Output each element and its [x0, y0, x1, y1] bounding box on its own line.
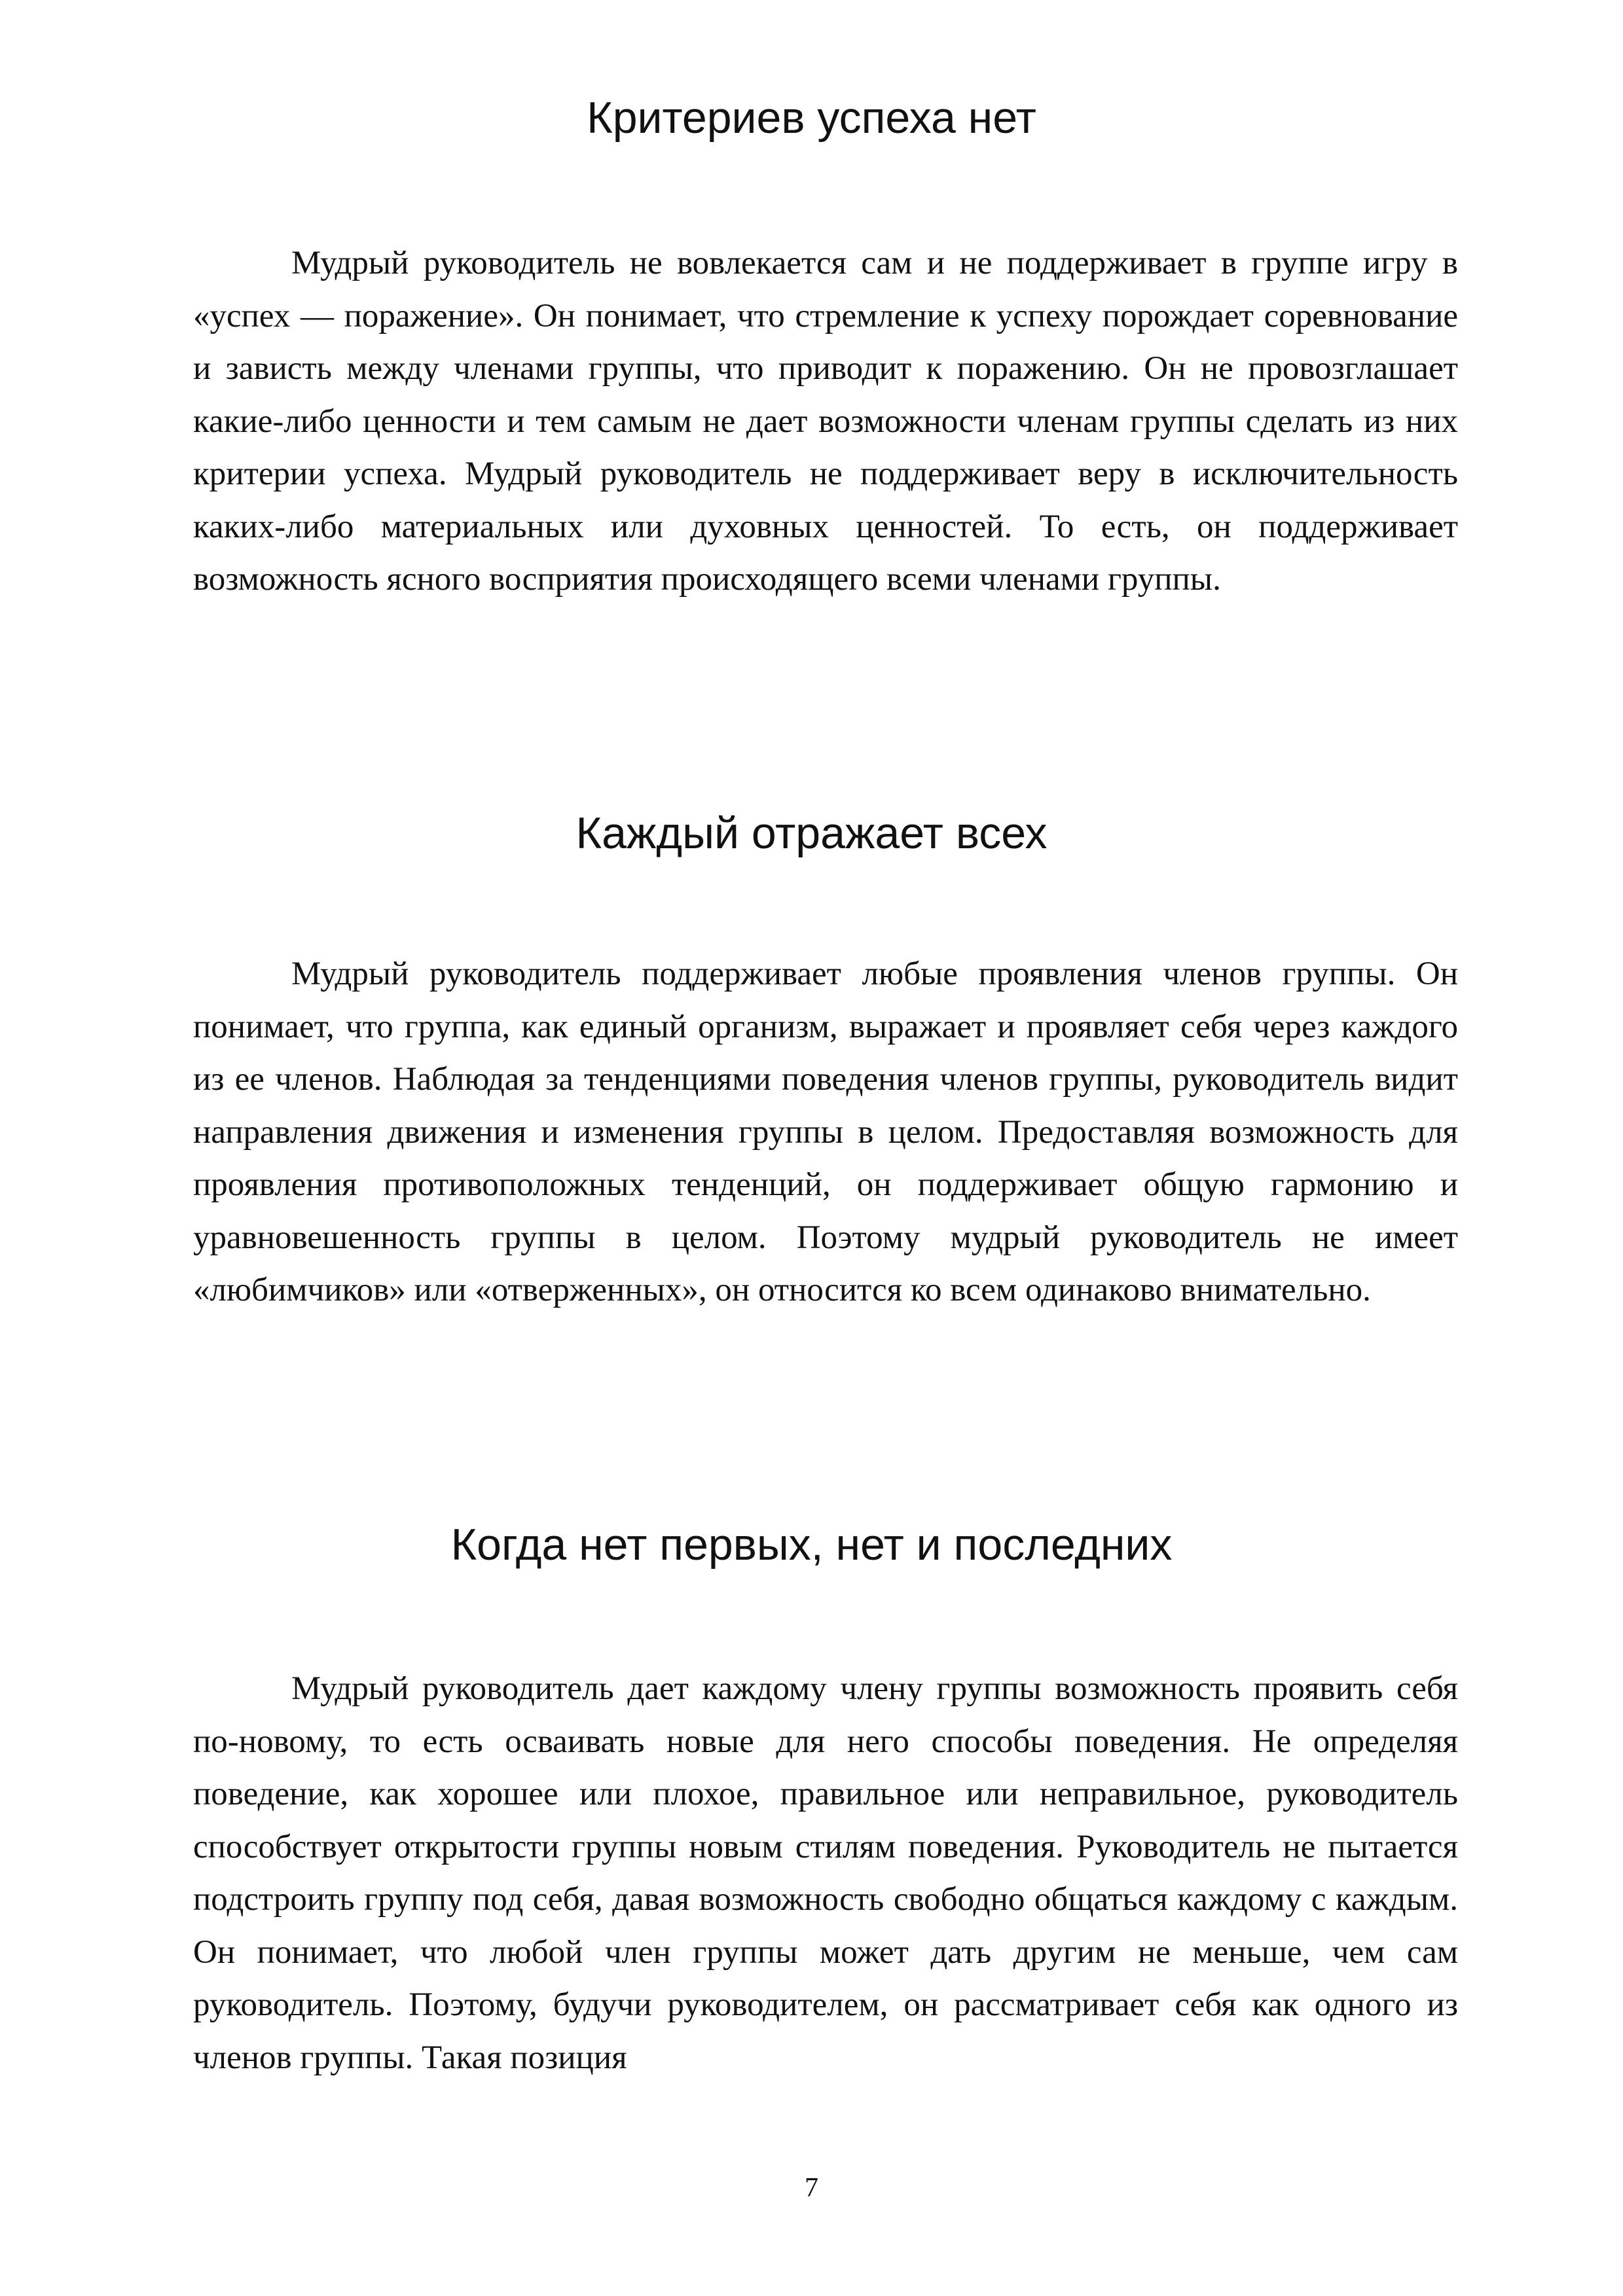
section-paragraph-no-first-no-last: Мудрый руководитель дает каждому члену группы возможность проявить себя по-новому, то есть осваивать новые для него способы поведения. Не определяя поведение, как хорошее или плохое, правильное или неправильное, руководитель способствует открытости группы новым стилям поведения. Руководитель не пытается подстроить группу под себя, давая возможность свободно общаться каждому с каждым. Он понимает, что любой член группы может дать другим не меньше, чем сам руководитель. Поэтому, будучи руководителем, он рассматривает себя как одного из членов группы. Такая позиция	[193, 1670, 1458, 2076]
section-heading-everyone-reflects: Каждый отражает всех	[575, 808, 1048, 858]
page-number: 7	[805, 2173, 818, 2203]
section-heading-no-first-no-last: Когда нет первых, нет и последних	[450, 1520, 1173, 1570]
section-heading-success-criteria: Критериев успеха нет	[587, 93, 1036, 143]
section-paragraph-everyone-reflects: Мудрый руководитель поддерживает любые проявления членов группы. Он понимает, что группа, как единый организм, выражает и проявляет себя через каждого из ее членов. Наблюдая за тенденциями поведения членов группы, руководитель видит направления движения и изменения группы в целом. Предоставляя возможность для проявления противоположных тенденций, он поддерживает общую гармонию и уравновешенность группы в целом. Поэтому мудрый руководитель не имеет «любимчиков» или «отверженных», он относится ко всем одинаково внимательно.	[193, 956, 1458, 1308]
section-paragraph-success-criteria: Мудрый руководитель не вовлекается сам и не поддерживает в группе игру в «успех — поражение». Он понимает, что стремление к успеху порождает соревнование и зависть между членами группы, что приводит к поражению. Он не провозглашает какие-либо ценности и тем самым не дает возможности членам группы сделать из них критерии успеха. Мудрый руководитель не поддерживает веру в исключительность каких-либо материальных или духовных ценностей. То есть, он поддерживает возможность ясного восприятия происходящего всеми членами группы.	[193, 245, 1458, 598]
